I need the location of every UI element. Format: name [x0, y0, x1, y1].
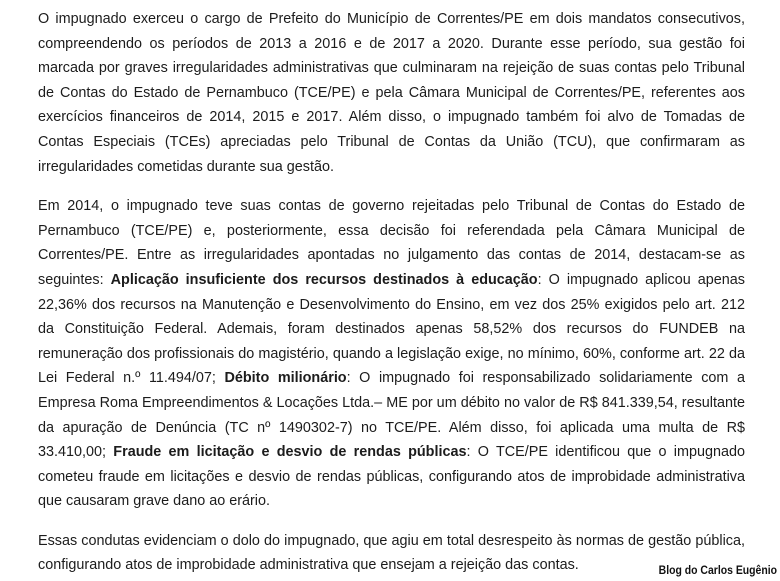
paragraph-2: [38, 194, 745, 514]
bold-text-run: Fraude em licitação e desvio de rendas públicas: [113, 444, 467, 461]
bold-text-run: Aplicação insuficiente dos recursos destinados à educação: [110, 271, 538, 288]
text-run: : O impugnado foi responsabilizado solidariamente com a Empresa Roma Empreendimentos & Locações Ltda.– ME por um débito no valor de R$ 841.339,54, resultante da apuração de Denúncia (TC nº 1490302-7) no TCE/PE. Além disso, foi aplicada uma multa de R$ 33.410,00;: [38, 370, 745, 461]
text-run: : O impugnado aplicou apenas 22,36% dos recursos na Manutenção e Desenvolvimento do Ensino, em vez dos 25% exigidos pelo art. 212 da Constituição Federal. Ademais, foram destinados apenas 58,52% dos recursos do FUNDEB na remuneração dos profissionais do magistério, quando a legislação exige, no mínimo, 60%, conforme art. 22 da Lei Federal n.º 11.494/07;: [38, 271, 745, 387]
bold-text-run: Débito milionário: [224, 370, 347, 387]
paragraph-1: [38, 7, 745, 179]
text-run: Essas condutas evidenciam o dolo do impugnado, que agiu em total desrespeito às normas de gestão pública, configurando atos de improbidade administrativa que ensejam a rejeição das contas.: [38, 532, 745, 574]
text-run: : O TCE/PE identificou que o impugnado cometeu fraude em licitações e desvio de rendas públicas, configurando atos de improbidade administrativa que causaram grave dano ao erário.: [38, 444, 746, 510]
watermark: Blog do Carlos Eugênio: [658, 563, 777, 577]
text-run: O impugnado exerceu o cargo de Prefeito do Município de Correntes/PE em dois mandatos consecutivos, compreendendo os períodos de 2013 a 2016 e de 2017 a 2020. Durante esse período, sua gestão foi marcada por graves irregularidades administrativas que culminaram na rejeição de suas contas pelo Tribunal de Contas do Estado de Pernambuco (TCE/PE) e pela Câmara Municipal de Correntes/PE, referentes aos exercícios financeiros de 2014, 2015 e 2017. Além disso, o impugnado também foi alvo de Tomadas de Contas Especiais (TCEs) apreciadas pelo Tribunal de Contas da União (TCU), que confirmaram as irregularidades cometidas durante sua gestão.: [38, 11, 745, 175]
text-run: Em 2014, o impugnado teve suas contas de governo rejeitadas pelo Tribunal de Contas do Estado de Pernambuco (TCE/PE) e, posteriormente, essa decisão foi referendada pela Câmara Municipal de Correntes/PE. Entre as irregularidades apontadas no julgamento das contas de 2014, destacam-se as seguintes:: [38, 198, 745, 288]
paragraph-3: [38, 529, 745, 578]
